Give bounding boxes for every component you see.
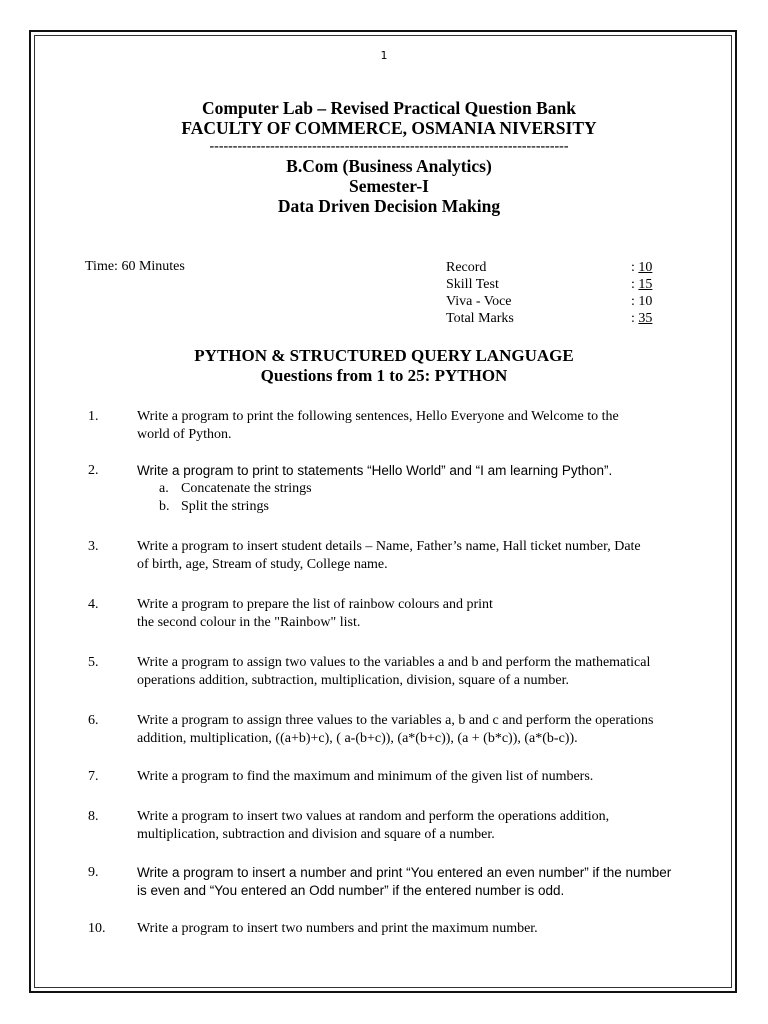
question-line: Write a program to print to statements “Hello World” and “I am learning Python”. [137,463,613,478]
marks-value: : 10 [631,260,653,275]
header-faculty: FACULTY OF COMMERCE, OSMANIA NIVERSITY [181,118,597,138]
question-text [137,712,708,748]
question-text [137,654,708,690]
question-item [88,808,708,844]
marks-value: : 35 [631,311,653,326]
question-text [137,408,708,444]
question-text [137,768,708,786]
question-item [88,864,708,900]
marks-label: Viva - Voce [446,294,512,309]
question-line: Write a program to print the following sentences, Hello Everyone and Welcome to the [137,409,619,424]
question-line: multiplication, subtraction and division and square of a number. [137,827,495,842]
question-text [137,538,708,574]
question-text [137,864,708,900]
question-line: the second colour in the "Rainbow" list. [137,615,361,630]
marks-label: Skill Test [446,277,499,292]
question-item [88,654,708,690]
question-text [137,596,708,632]
question-item [88,920,708,938]
page-number: 1 [380,49,388,62]
marks-value: : 15 [631,277,653,292]
question-number: 5. [88,655,99,670]
section-heading [0,346,768,386]
question-line: Write a program to insert two values at random and perform the operations addition, [137,809,610,824]
question-line: Write a program to insert a number and print “You entered an even number” if the number [137,865,672,880]
question-text [137,462,708,516]
header-title: Computer Lab – Revised Practical Question Bank [202,98,576,118]
marks-row [446,259,661,276]
question-line: Write a program to insert student details – Name, Father’s name, Hall ticket number, Date [137,539,641,554]
question-item [88,596,708,632]
question-item [88,462,708,516]
document-header [0,98,768,216]
question-number: 8. [88,809,99,824]
question-line: Write a program to insert two numbers and print the maximum number. [137,921,538,936]
marks-label: Total Marks [446,311,514,326]
question-line: operations addition, subtraction, multiplication, division, square of a number. [137,673,569,688]
question-number: 10. [88,921,106,936]
question-line: Write a program to find the maximum and minimum of the given list of numbers. [137,769,594,784]
question-line: addition, multiplication, ((a+b)+c), ( a-(b+c)), (a*(b+c)), (a + (b*c)), (a*(b-c)). [137,731,578,746]
question-line: Write a program to prepare the list of rainbow colours and print [137,597,493,612]
marks-value: : 10 [631,294,653,309]
sub-question: a. Concatenate the strings [159,481,312,496]
marks-row [446,310,661,327]
marks-row [446,276,661,293]
question-number: 4. [88,597,99,612]
question-item [88,768,708,786]
exam-time: Time: 60 Minutes [85,259,185,274]
question-line: of birth, age, Stream of study, College name. [137,557,388,572]
question-list [88,408,708,938]
marks-table [446,259,661,327]
question-line: world of Python. [137,427,232,442]
question-number: 9. [88,865,99,880]
question-number: 3. [88,539,99,554]
header-course: B.Com (Business Analytics) [286,156,492,176]
question-number: 6. [88,713,99,728]
marks-label: Record [446,260,487,275]
question-number: 2. [88,463,99,478]
header-subject: Data Driven Decision Making [277,196,501,216]
question-number: 1. [88,409,99,424]
header-semester: Semester-I [348,176,429,196]
header-divider: ----------------------------------------------------------------------------- [209,139,569,154]
question-item [88,712,708,748]
section-subtitle: Questions from 1 to 25: PYTHON [260,366,508,385]
question-line: Write a program to assign three values to the variables a, b and c and perform the operations [137,713,654,728]
question-text [137,920,708,938]
section-title: PYTHON & STRUCTURED QUERY LANGUAGE [194,346,574,365]
marks-row [446,293,661,310]
question-line: is even and “You entered an Odd number” if the entered number is odd. [137,883,565,898]
sub-question: b. Split the strings [159,499,269,514]
question-line: Write a program to assign two values to the variables a and b and perform the mathematical [137,655,651,670]
question-item [88,408,708,444]
question-number: 7. [88,769,99,784]
question-text [137,808,708,844]
question-item [88,538,708,574]
